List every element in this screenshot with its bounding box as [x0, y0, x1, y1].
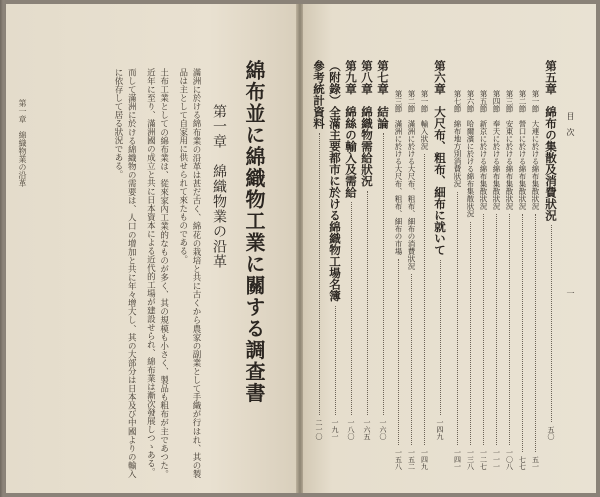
toc-entry: 第一節 大連に於ける綿布集散狀況 五一: [531, 90, 540, 470]
paragraph: 土布工業としての綿布業は、從來家內工業的なものが多く、其の規模も小さく、製品も粗布が主であつた。近年に至り、滿洲國の成立と共に日本資本による近代的工場が建設せられ、綿布業は漸次發展しつゝある。: [145, 68, 169, 478]
toc-entry: 第五章 綿布の集散及消費狀況 五〇: [544, 60, 558, 440]
paragraph: 而して滿洲に於ける綿織物の需要は、人口の增加と共に年々增大し、其の大部分は日本及び中國よりの輸入に依存して居る狀況である。: [112, 68, 137, 478]
toc-entry: 第二節 營口に於ける綿布集散狀況 七七: [518, 90, 527, 470]
toc-entry: 第三節 滿洲に於ける大尺布、粗布、細布の市場 一五八: [394, 90, 403, 470]
toc-entry: 第六節 哈爾濱に於ける綿布集散狀況 一三八: [466, 90, 475, 470]
toc-entry: 第五節 新京に於ける綿布集散狀況 一二七: [479, 90, 488, 470]
right-page: [303, 4, 596, 493]
toc-entry: 第七章 結論 一六〇: [376, 60, 390, 440]
book-title: 綿布並に綿織物工業に關する調查書: [242, 60, 266, 404]
toc-entry: 第八章 綿織物需給狀況 一六五: [360, 60, 374, 440]
page-number: 一: [566, 289, 575, 297]
toc-entry: 第九章 綿絲の輸入及需給 一八〇: [344, 60, 358, 440]
toc-entry: （附錄）全滿主要都市に於ける綿織物工場名簿 一九一: [328, 60, 342, 440]
toc-entry: 第一節 輸入狀況 一四九: [420, 90, 429, 470]
toc-entry: 第三節 安東に於ける綿布集散狀況 一〇八: [505, 90, 514, 470]
page-footer: 第一章 綿織物業の沿革: [18, 99, 27, 187]
toc-entry: 第七節 綿布地方別消費狀況 一四一: [453, 90, 462, 470]
chapter-heading: 第一章 綿織物業の沿革: [211, 104, 227, 269]
toc-entry: 第二節 滿洲に於ける大尺布、粗布、細布の消費狀況 一五二: [407, 90, 416, 470]
toc-header: 目 次: [566, 112, 575, 136]
left-page: [6, 4, 297, 493]
paragraph: 滿洲に於ける綿布業の沿革は甚だ古く、綿花の栽培と共に古くから農家の副業として手織が行はれ、其の製品は主として自家用に供せられて來たものである。: [177, 68, 201, 478]
toc-entry: 第四節 奉天に於ける綿布集散狀況 一一一: [492, 90, 501, 470]
body-text: [42, 68, 202, 478]
toc-entry: 參考統計資料 二一〇: [312, 60, 326, 440]
toc-entry: 第六章 大尺布、粗布、細布に就いて 一四九: [433, 60, 447, 440]
